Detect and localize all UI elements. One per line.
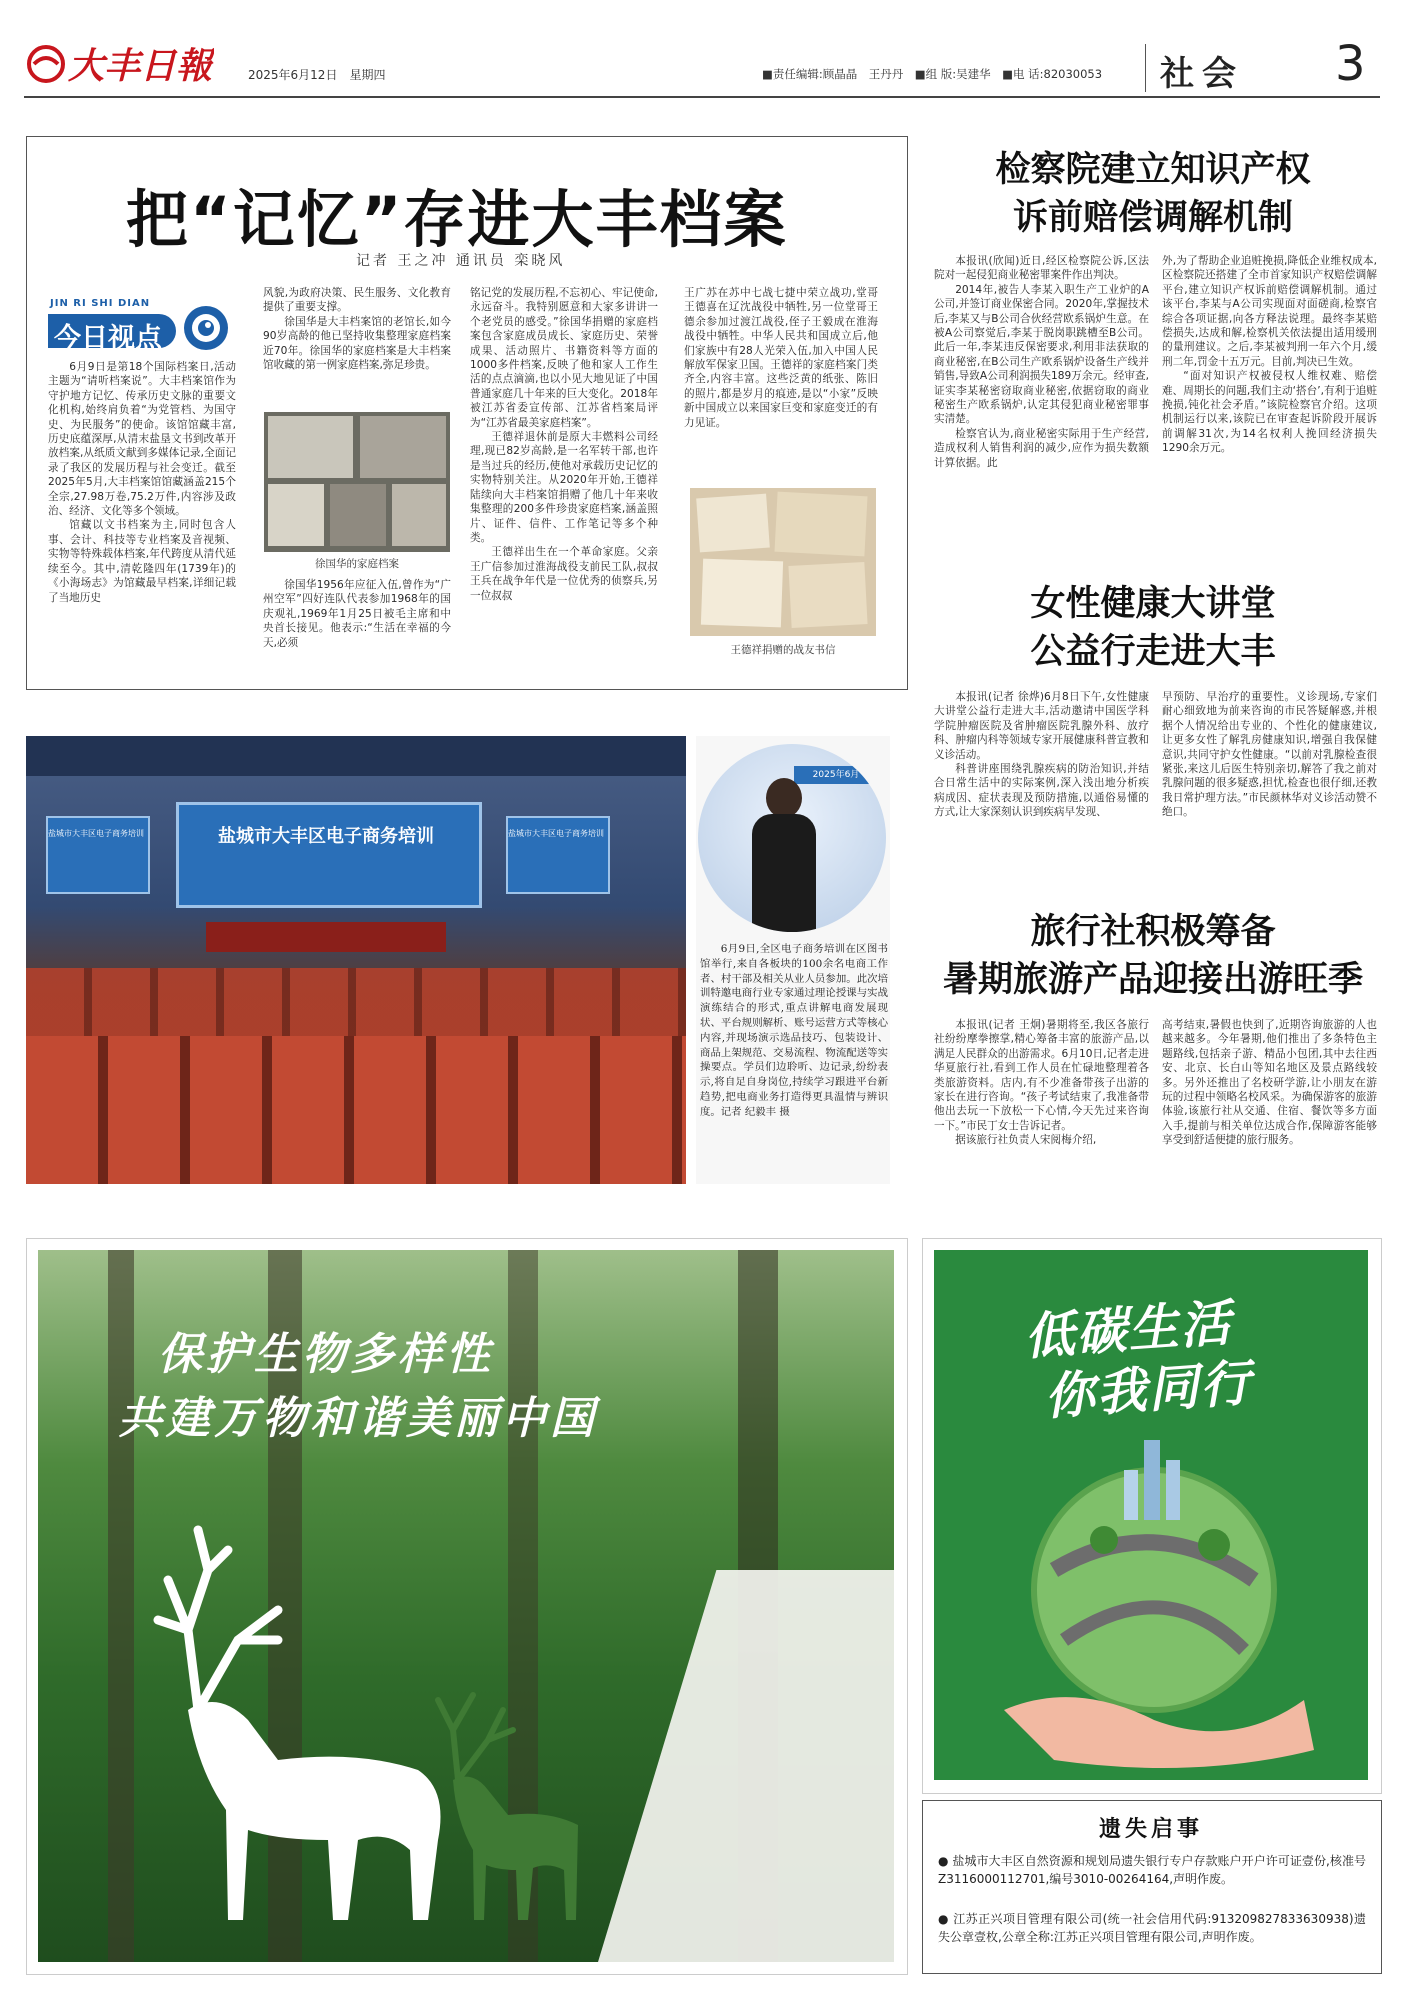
inset-banner: 2025年6月 [794,766,878,784]
ad-slogan-line2: 共建万物和谐美丽中国 [118,1393,598,1444]
column-logo [48,296,236,354]
feature-col-2b [263,578,451,650]
screen-title: 盐城市大丰区电子商务培训 [218,826,434,847]
earth-in-hand-icon [994,1420,1314,1770]
photo-caption: 王德祥捐赠的战友书信 [730,644,836,656]
paragraph: 铭记党的发展历程,不忘初心、牢记使命,永远奋斗。我特别愿意和大家多讲讲一个老党员的感受。”徐国华捐赠的家庭档案包含家庭成员成长、家庭历史、荣誉成果、活动照片、书籍资料等方面的1000多件档案,反映了他和家人工作生活的点点滴滴,也以小见大地见证了中国普通家庭几十年来的巨大变化。2018年被江苏省委宣传部、江苏省档案局评为“江苏省最美家庭档案”。 [470,287,658,429]
headline-line: 暑期旅游产品迎接出游旺季 [942,960,1363,1000]
headline-line: 检察院建立知识产权 [995,150,1311,190]
training-photo [26,736,686,1184]
news1-headline [928,146,1378,242]
paragraph: 6月9日是第18个国际档案日,活动主题为“请听档案说”。大丰档案馆作为守护地方记忆、传承历史文脉的重要文化机构,始终肩负着“为党管档、为国守史、为民服务”的使命。该馆馆藏丰富,历史底蕴深厚,从清末盐垦文书到改革开放档案,从纸质文献到多媒体记录,全面记录了我区的发展历程与社会变迁。截至2025年5月,大丰档案馆馆藏涵盖215个全宗,27.98万卷,75.2万件,内容涉及政治、经济、文化等多个领域。 [48,361,236,518]
feature-col-2 [263,286,451,372]
feature-col-3 [470,286,658,603]
eye-icon [178,300,234,352]
headline-line: 旅行社积极筹备 [1030,912,1276,952]
letters-photo [690,488,876,636]
paragraph: 徐国华是大丰档案馆的老馆长,如今90岁高龄的他已坚持收集整理家庭档案近70年。徐国华的家庭档案是大丰档案馆收藏的第一例家庭档案,弥足珍贵。 [263,315,451,372]
page-number: 3 [1335,36,1366,92]
news3-headline [928,908,1378,1004]
news2-col-2 [1162,690,1377,820]
feature-col-1 [48,360,236,605]
news2-headline [928,580,1378,676]
paragraph: 科普讲座围绕乳腺疾病的防治知识,并结合日常生活中的实际案例,深入浅出地分析疾病成因、症状表现及预防措施,以通俗易懂的方式,让大家深刻认识到疾病早发现、 [934,763,1149,819]
notice-item: ● 江苏正兴项目管理有限公司(统一社会信用代码:913209827833630938)遗失公章壹枚,公章全称:江苏正兴项目管理有限公司,声明作废。 [938,1912,1366,1944]
side-screen-title: 盐城市大丰区电子商务培训 [48,829,144,838]
paragraph: 风貌,为政府决策、民生服务、文化教育提供了重要支撑。 [263,287,451,314]
green-deer-icon [418,1670,588,1930]
paragraph: 据该旅行社负责人宋阅梅介绍, [955,1134,1097,1147]
family-archive-photo [264,412,450,552]
paragraph: 高考结束,暑假也快到了,近期咨询旅游的人也越来越多。今年暑期,他们推出了多条特色主题路线,包括亲子游、精品小包团,其中去往西安、北京、长白山等知名地区及景点路线较多。另外还推出了名校研学游,让小朋友在游玩的过程中领略名校风采。为确保游客的旅游体验,该旅行社从交通、住宿、餐饮等多方面入手,提前与相关单位达成合作,保障游客能够享受到舒适便捷的旅行服务。 [1162,1019,1377,1147]
news3-col-2 [1162,1018,1377,1148]
feature-headline: 把“记忆”存进大丰档案 [126,183,788,256]
paragraph: 馆藏以文书档案为主,同时包含人事、会计、科技等专业档案及音视频、实物等特殊载体档案,年代跨度从清代延续至今。其中,清乾隆四年(1739年)的《小海场志》为馆藏最早档案,详细记载了当地历史 [48,519,236,604]
paragraph: 本报讯(欣闻)近日,经区检察院公诉,区法院对一起侵犯商业秘密罪案件作出判决。 [934,255,1149,282]
headline-line: 诉前赔偿调解机制 [1012,198,1293,238]
notice-item: ● 盐城市大丰区自然资源和规划局遗失银行专户存款账户开户许可证壹份,核准号Z3116000112701,编号3010-00264164,声明作废。 [938,1854,1366,1886]
paragraph: 徐国华1956年应征入伍,曾作为“广州空军”四好连队代表参加1968年的国庆观礼,1969年1月25日被毛主席和中央首长接见。他表示:“生活在幸福的今天,必须 [263,579,451,649]
paragraph: 王德祥出生在一个革命家庭。父亲王广信参加过淮海战役支前民工队,叔叔王兵在战争年代是一位优秀的侦察兵,另一位叔叔 [470,546,658,602]
headline-line: 女性健康大讲堂 [1030,584,1276,624]
paragraph: 检察官认为,商业秘密实际用于生产经营,造成权利人销售利润的减少,应作为损失数额计算依据。此 [934,427,1149,469]
paragraph: 王广苏在苏中七战七捷中荣立战功,堂哥王德喜在辽沈战役中牺牲,另一位堂哥王德余参加过渡江战役,侄子王毅成在淮海战役中牺牲。中华人民共和国成立后,他们家族中有28人光荣入伍,加入中国人民解放军保家卫国。王德祥的家庭档案门类齐全,内容丰富。这些泛黄的纸张、陈旧的照片,都是岁月的痕迹,是以“小家”反映新中国成立以来国家巨变和家庭变迁的有力见证。 [684,287,878,429]
feature-col-4 [684,286,878,430]
news2-col-1 [934,690,1149,820]
speaker-inset-photo [698,744,886,932]
side-screen-title: 盐城市大丰区电子商务培训 [508,829,604,838]
column-logo-title: 今日视点 [54,323,162,354]
photo-caption: 徐国华的家庭档案 [315,558,399,570]
news1-col-2 [1162,254,1377,456]
paragraph: 本报讯(记者 徐烨)6月8日下午,女性健康大讲堂公益行走进大丰,活动邀请中国医学科学院肿瘤医院及省肿瘤医院乳腺外科、放疗科、肿瘤内科等领域专家开展健康科普宣教和义诊活动。 [934,691,1149,761]
notice-title: 遗失启事 [1098,1817,1203,1842]
low-carbon-slogan-2: 你我同行 [1042,1353,1255,1427]
issue-date: 2025年6月12日 星期四 [248,68,386,82]
headline-line: 公益行走进大丰 [1030,632,1276,672]
news3-col-1 [934,1018,1149,1148]
column-logo-pinyin: JIN RI SHI DIAN [50,298,151,309]
paragraph: “面对知识产权被侵权人维权难、赔偿难、周期长的问题,我们主动‘搭台’,有利于追赃挽损,钝化社会矛盾。”该院检察官介绍。这项机制运行以来,该院已在审查起诉阶段开展诉前调解31次,为14名权利人挽回经济损失1290余万元。 [1162,370,1377,455]
paragraph: 外,为了帮助企业追赃挽损,降低企业维权成本,区检察院还搭建了全市首家知识产权赔偿调解平台,建立知识产权诉前赔偿调解机制。通过该平台,李某与A公司实现面对面磋商,检察官综合各项证据,向各方释法说理。最终李某赔偿损失,达成和解,检察机关依法提出适用缓刑的量刑建议。之后,李某被判刑一年六个月,缓刑二年,罚金十五万元。目前,判决已生效。 [1162,255,1377,368]
section-divider [1145,44,1146,92]
low-carbon-ad [934,1250,1368,1780]
paragraph: 本报讯(记者 王炯)暑期将至,我区各旅行社纷纷摩拳擦掌,精心筹备丰富的旅游产品,以满足人民群众的出游需求。6月10日,记者走进华夏旅行社,看到工作人员在忙碌地整理着各类旅游资料。店内,有不少准备带孩子出游的家长在进行咨询。“孩子考试结束了,我准备带他出去玩一下放松一下心情,今天先过来咨询一下。”市民丁女士告诉记者。 [934,1019,1149,1132]
svg-text:大丰日報: 大丰日報 [68,45,213,87]
white-deer-icon [128,1510,458,1930]
feature-byline: 记者 王之冲 通讯员 栾晓风 [356,253,566,269]
section-name: 社会 [1160,54,1244,94]
editor-credits: ■责任编辑:顾晶晶 王丹丹 ■组 版:吴建华 ■电 话:82030053 [762,67,1103,81]
newspaper-logo [24,34,214,92]
paragraph: 王德祥退休前是原大丰燃料公司经理,现已82岁高龄,是一名军转干部,也许是当过兵的经历,使他对承载历史记忆的实物特别关注。从2020年开始,王德祥陆续向大丰档案馆捐赠了他几十年来收集整理的200多件珍贵家庭档案,涵盖照片、证件、信件、工作笔记等多个种类。 [470,431,658,544]
header-rule [24,96,1380,98]
low-carbon-slogan-1: 低碳生活 [1022,1293,1235,1367]
news1-col-1 [934,254,1149,470]
ad-slogan-line1: 保护生物多样性 [158,1329,494,1380]
paragraph: 2014年,被告人李某入职生产工业炉的A公司,并签订商业保密合同。2020年,掌握技术后,李某又与B公司合伙经营欧系锅炉生意。在被A公司察觉后,李某于脱岗职跳槽至B公司。此后一年,李某违反保密要求,利用非法获取的商业秘密,在B公司生产欧系锅炉设备生产线并销售,导致A公司利润损失189万余元。经审查,证实李某秘密窃取商业秘密,依据窃取的商业秘密生产欧系锅炉,认定其侵犯商业秘密罪事实清楚。 [934,283,1149,426]
paragraph: 早预防、早治疗的重要性。义诊现场,专家们耐心细致地为前来咨询的市民答疑解惑,并根据个人情况给出专业的、个性化的健康建议,让更多女性了解乳房健康知识,增强自我保健意识,共同守护女性健康。“以前对乳腺检查很紧张,来这儿后医生特别亲切,解答了我之前对乳腺问题的很多疑惑,担忧,检查也很仔细,还教我日常护理方法。”市民颜林华对义诊活动赞不绝口。 [1162,691,1377,819]
biodiversity-ad [38,1250,894,1962]
training-caption: 6月9日,全区电子商务培训在区图书馆举行,来自各板块的100余名电商工作者、村干部及相关从业人员参加。此次培训特邀电商行业专家通过理论授课与实战演练结合的形式,重点讲解电商发展现状、平台规则解析、账号运营方式等核心内容,并现场演示选品技巧、包装设计、商品上架规范、交易流程、物流配送等实操要点。学员们边聆听、边记录,纷纷表示,将自足自身岗位,持续学习跟进平台新趋势,把电商业务打造得更具温情与辨识度。记者 纪毅丰 摄 [700,943,888,1118]
